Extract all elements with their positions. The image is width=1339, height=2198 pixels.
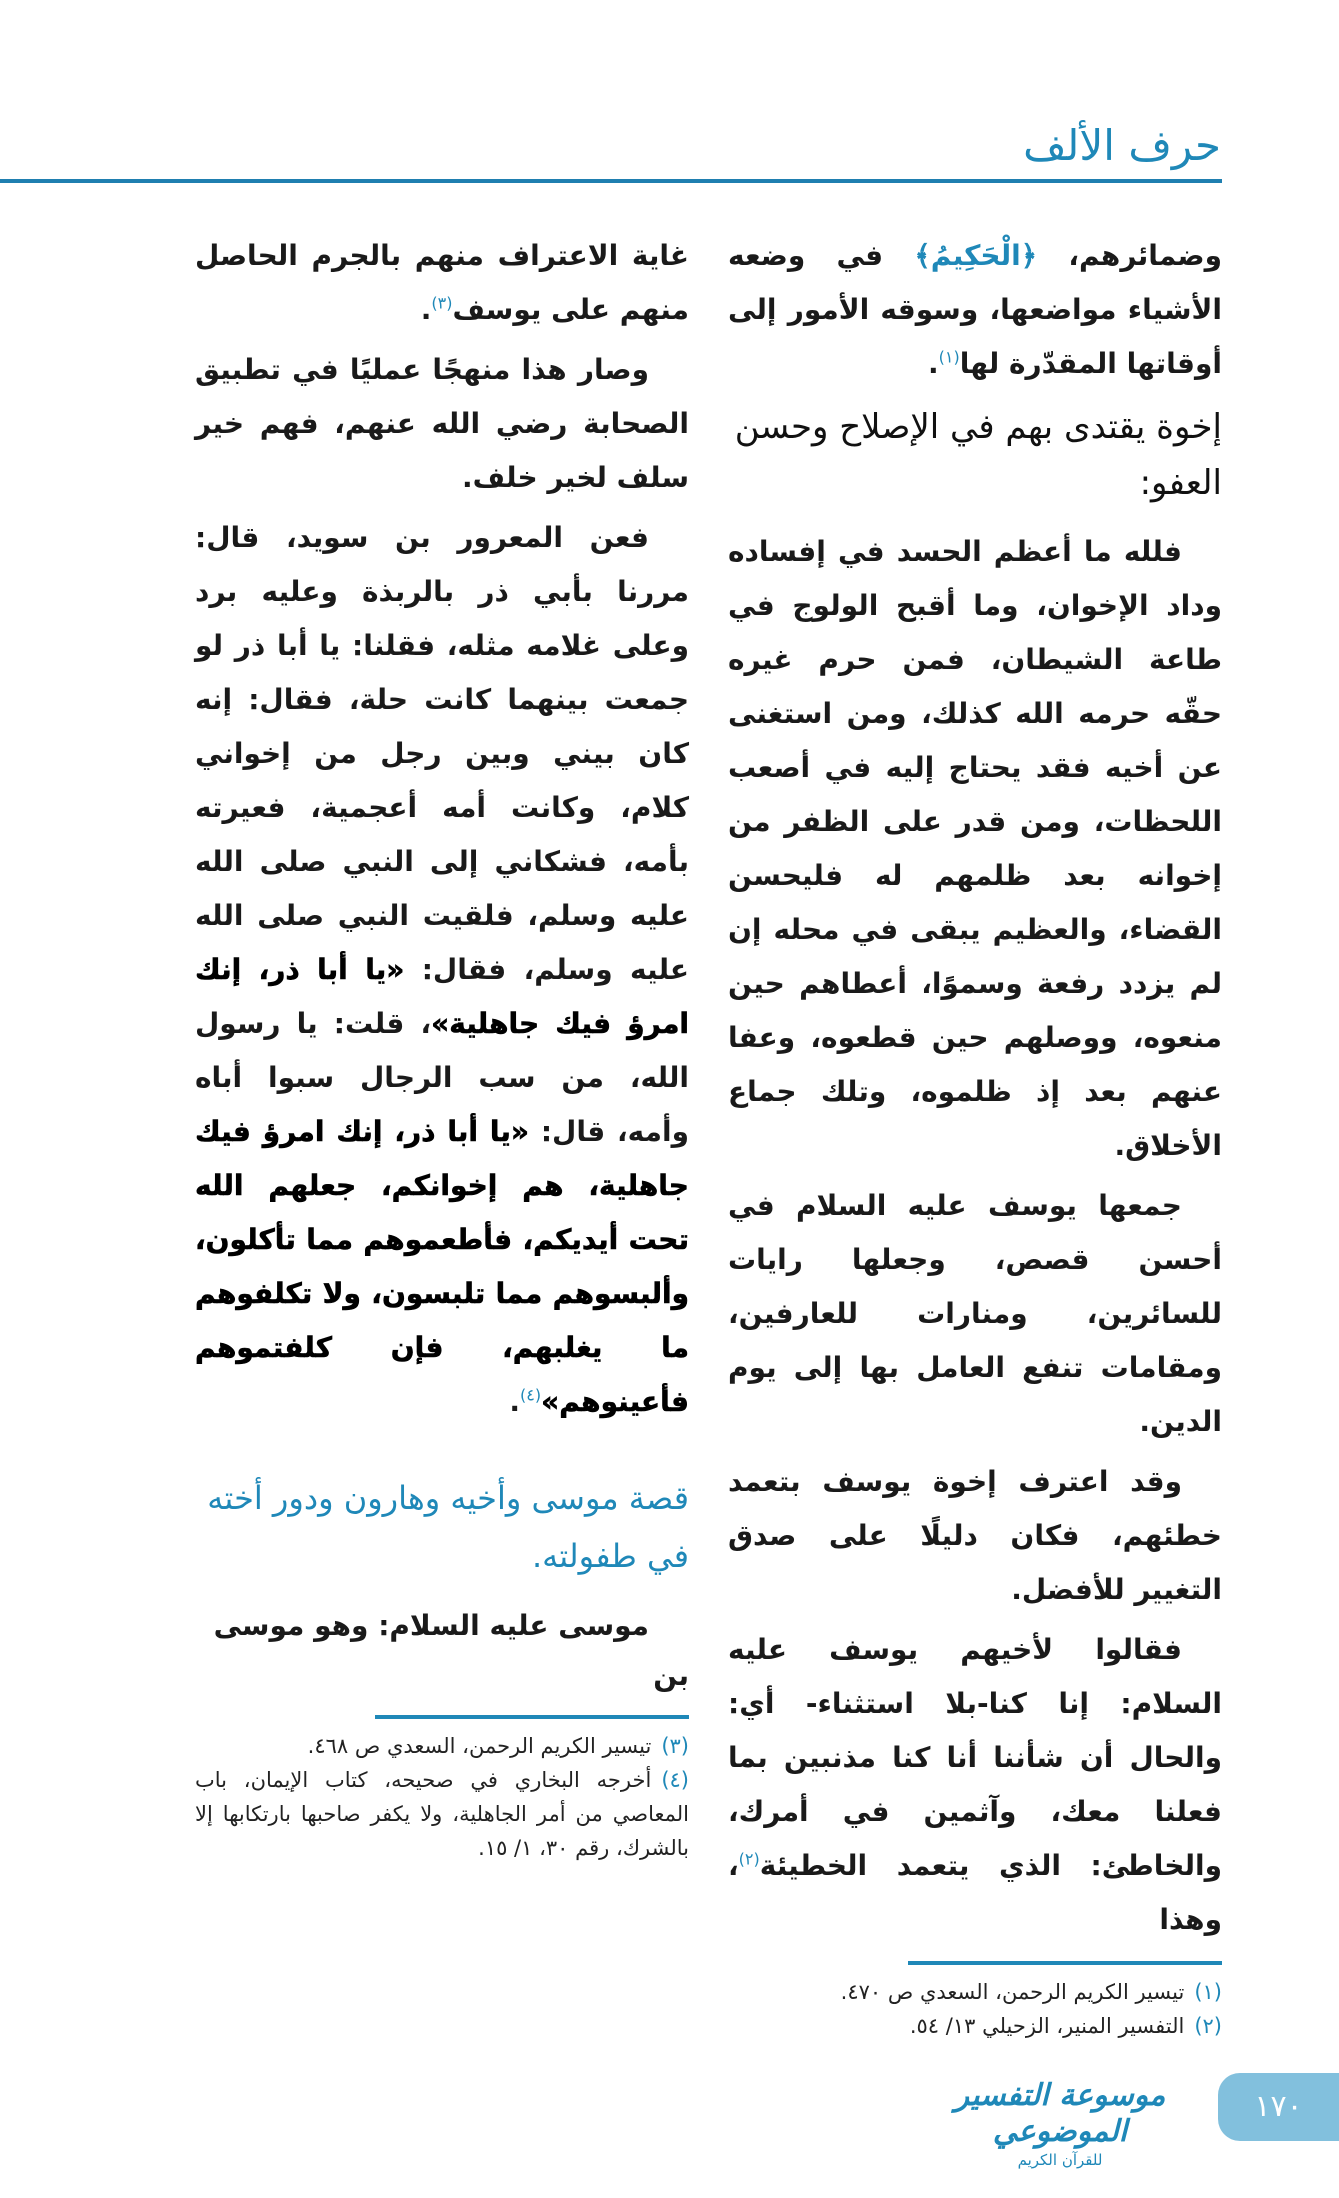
encyclopedia-logo [935,2078,1185,2170]
footnote-text: أخرجه البخاري في صحيحه، كتاب الإيمان، باب المعاصي من أمر الجاهلية، ولا يكفر صاحبها بارتكابها إلا بالشرك، رقم ٣٠، ١/ ١٥. [195,1768,689,1860]
footnote-divider [375,1715,689,1719]
text: فقالوا لأخيهم يوسف عليه السلام: إنا كنا-بلا استثناء- أي: والحال أن شأننا أنا كنا مذنبين بما فعلنا معك، وآثمين في أمرك، والخاطئ: الذي يتعمد الخطيئة [728,1633,1222,1882]
paragraph: فلله ما أعظم الحسد في إفساده وداد الإخوان، وما أقبح الولوج في طاعة الشيطان، فمن حرم غيره حقّه حرمه الله كذلك، ومن استغنى عن أخيه فقد يحتاج إليه في أصعب اللحظات، ومن قدر على الظفر من إخوانه بعد ظلمهم له فليحسن القضاء، والعظيم يبقى في محله إن لم يزدد رفعة وسموًا، أعطاهم حين منعوه، ووصلهم حين قطعوه، وعفا عنهم بعد إذ ظلموه، وتلك جماع الأخلاق. [728,535,1222,1162]
text: . [928,347,939,380]
logo-title: موسوعة التفسير الموضوعي [954,2078,1166,2149]
text: . [420,293,432,326]
page-number: ١٧٠ [1218,2073,1339,2141]
footnotes-right [728,1975,1222,2043]
text: في وضعه الأشياء مواضعها، وسوقه الأمور إلى أوقاتها المقدّرة لها [728,239,1222,380]
hadith-quote: «يا أبا ذر، إنك امرؤ فيك جاهلية، هم إخوانكم، جعلهم الله تحت أيديكم، فأطعموهم مما تأكلون، وألبسوهم مما تلبسون، ولا تكلفوهم ما يغلبهم، فإن كلفتموهم فأعينوهم» [195,1115,689,1418]
text: ، قلت: يا رسول الله، من سب الرجال سبوا أباه وأمه، قال: [195,1007,689,1148]
page-footer [0,2073,1339,2198]
paragraph: موسى عليه السلام: وهو موسى بن [213,1609,689,1692]
paragraph [728,229,1222,391]
text: فعن المعرور بن سويد، قال: مررنا بأبي ذر بالربذة وعليه برد وعلى غلامه مثله، فقلنا: يا أبا ذر لو جمعت بينهما كانت حلة، فقال: إنه كان بيني وبين رجل من إخواني كلام، وكانت أمه أعجمية، فعيرته بأمه، فشكاني إلى النبي صلى الله عليه وسلم، فلقيت النبي صلى الله عليه وسلم، فقال: [195,521,689,986]
footnote-ref[interactable]: (٤) [520,1385,542,1405]
paragraph: جمعها يوسف عليه السلام في أحسن قصص، وجعلها رايات للسائرين، ومنارات للعارفين، ومقامات تنفع العامل بها إلى يوم الدين. [728,1189,1222,1438]
footnote-ref[interactable]: (٣) [431,293,453,313]
text: وضمائرهم، [1037,239,1223,272]
footnote [728,1975,1222,2009]
paragraph: وصار هذا منهجًا عمليًا في تطبيق الصحابة رضي الله عنهم، فهم خير سلف لخير خلف. [195,353,689,494]
page-header [0,0,1339,183]
footnote-number: (٤) [661,1768,689,1792]
left-column [195,229,689,1865]
footnote-text: التفسير المنير، الزحيلي ١٣/ ٥٤. [909,2014,1185,2038]
paragraph [728,1623,1222,1947]
page-body [195,229,1222,2043]
text: ، وهذا [728,1849,1222,1936]
section-subheading: إخوة يقتدى بهم في الإصلاح وحسن العفو: [734,407,1222,503]
quran-word: ﴿الْحَكِيمُ﴾ [914,239,1038,272]
paragraph [195,511,689,1429]
right-column [728,229,1222,2043]
footnote [728,2009,1222,2043]
footnote-number: (٣) [661,1734,689,1758]
footnotes-left [195,1729,689,1865]
logo-subtitle: للقرآن الكريم [1017,2151,1103,2169]
hadith-quote: «يا أبا ذر، إنك امرؤ فيك جاهلية» [195,953,690,1040]
chapter-title: حرف الألف [1023,121,1221,170]
footnote-divider [908,1961,1222,1965]
text: غاية الاعتراف منهم بالجرم الحاصل منهم على يوسف [195,239,689,326]
paragraph: وقد اعترف إخوة يوسف بتعمد خطئهم، فكان دليلًا على صدق التغيير للأفضل. [728,1465,1222,1606]
paragraph [195,229,689,337]
text: . [509,1385,521,1418]
footnote [195,1729,689,1763]
footnote [195,1763,689,1865]
footnote-text: تيسير الكريم الرحمن، السعدي ص ٤٦٨. [307,1734,652,1758]
footnote-number: (١) [1194,1980,1222,2004]
footnote-ref[interactable]: (٢) [738,1849,760,1869]
footnote-text: تيسير الكريم الرحمن، السعدي ص ٤٧٠. [840,1980,1185,2004]
header-divider [0,179,1222,183]
section-heading: قصة موسى وأخيه وهارون ودور أخته في طفولته. [207,1479,689,1575]
footnote-ref[interactable]: (١) [938,347,960,367]
footnote-number: (٢) [1194,2014,1222,2038]
